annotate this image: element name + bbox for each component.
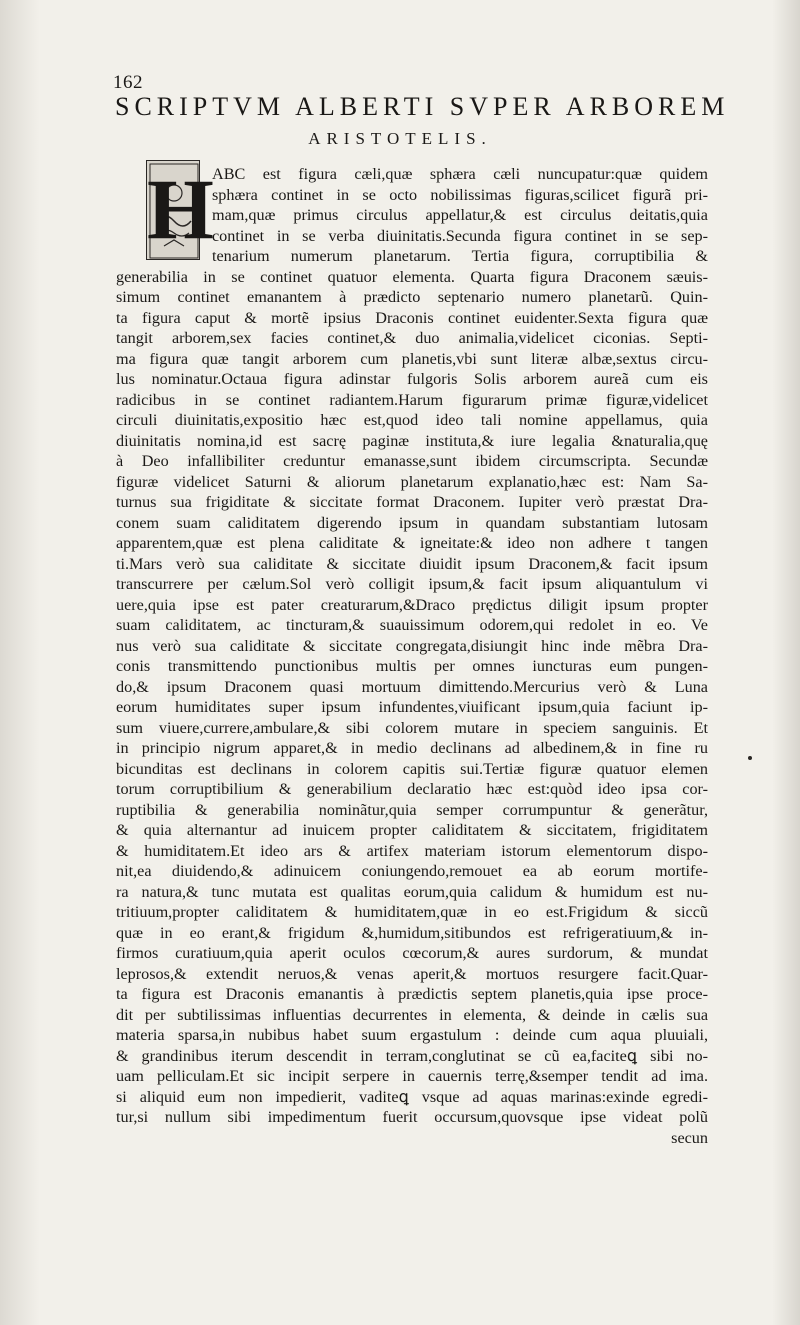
text-line: torum corruptibilium & generabilium declaratio hæc est:quòd ideo ipsa cor-: [116, 780, 708, 798]
text-line: uam pelliculam.Et sic incipit serpere in cauernis terrę,&semper tendit ad ima.: [116, 1067, 708, 1085]
text-line: firmos curatiuum,quia aperit oculos cœcorum,& aures surdorum, & mundat: [116, 944, 708, 962]
text-line: tritiuum,propter caliditatem & humiditatem,quæ in eo est.Frigidum & siccũ: [116, 903, 708, 921]
margin-mark: [748, 756, 752, 760]
text-line: conis transmittendo punctionibus multis per omnes iuncturas eum pungen-: [116, 657, 708, 675]
text-line: generabilia in se continet quatuor elementa. Quarta figura Draconem sæuis-: [116, 267, 708, 286]
text-line: radicibus in se continet radiantem.Harum figurarum primæ figuræ,videlicet: [116, 390, 708, 409]
text-line: lus nominatur.Octaua figura adinstar fulgoris Solis arborem aureã cum eis: [116, 370, 708, 388]
text-line: mam,quæ primus circulus appellatur,& est circulus deitatis,quia: [212, 206, 708, 224]
text-line: tangit arborem,sex facies continet,& duo animalia,videlicet ciconias. Septi-: [116, 329, 708, 347]
text-line: & quia alternantur ad inuicem propter caliditatem & siccitatem, frigiditatem: [116, 821, 708, 839]
text-line: continet in se verba diuinitatis.Secunda figura continet in se sep-: [212, 226, 708, 245]
text-line: in principio nigrum apparet,& in medio declinans ad albedinem,& in fine ru: [116, 739, 708, 757]
text-line: materia sparsa,in nubibus habet suum ergastulum : deinde cum aqua pluuiali,: [116, 1026, 708, 1044]
text-line: turnus sua frigiditate & siccitate format Draconem. Iupiter verò præstat Dra-: [116, 493, 708, 511]
text-line: leprosos,& extendit neruos,& venas aperit,& mortuos resurgere facit.Quar-: [116, 964, 708, 983]
text-line: nit,ea diuidendo,& adinuicem coniungendo,remouet ea ab eorum mortife-: [116, 862, 708, 880]
text-line: suam caliditatem, ac tincturam,& suauissimum odorem,qui redolet in eo. Ve: [116, 616, 708, 634]
text-line: conem suam caliditatem digerendo ipsum in quandam substantiam lutosam: [116, 513, 708, 532]
page-number: 162: [113, 72, 143, 93]
text-line: ta figura caput & mortẽ ipsius Draconis continet euidenter.Sexta figura quæ: [116, 308, 708, 327]
text-line: & humiditatem.Et ideo ars & artifex materiam istorum elementorum dispo-: [116, 841, 708, 860]
text-line: bicunditas est declinans in colorem capitis sui.Tertiæ figuræ quatuor elemen: [116, 759, 708, 778]
text-line: & grandinibus iterum descendit in terram,conglutinat se cũ ea,faciteꝗ sibi no-: [116, 1046, 708, 1065]
running-title: SCRIPTVM ALBERTI SVPER ARBOREM: [115, 92, 730, 121]
text-line: ABC est figura cæli,quæ sphæra cæli nuncupatur:quæ quidem: [212, 165, 708, 183]
page-edge-shadow: [772, 0, 800, 1325]
text-line: ra natura,& tunc mutata est qualitas eorum,quia calidum & humidum est nu-: [116, 882, 708, 901]
text-line: do,& ipsum Draconem quasi mortuum dimittendo.Mercurius verò & Luna: [116, 677, 708, 696]
text-line: ma figura quæ tangit arborem cum planetis,vbi sunt literæ albæ,sextus circu-: [116, 349, 708, 368]
text-line: simum continet emanantem à prædicto septenario numero planetarũ. Quin-: [116, 288, 708, 306]
text-line: tur,si nullum sibi impedimentum fuerit occursum,quovsque ipse videat polũ: [116, 1108, 708, 1126]
initial-letter: H: [147, 161, 214, 257]
text-line: figuræ videlicet Saturni & aliorum planetarum explanatio,hæc est: Nam Sa-: [116, 472, 708, 491]
text-line: apparentem,quæ est plena caliditate & igneitate:& ideo non adhere t tangen: [116, 534, 708, 552]
text-line: dit per subtilissimas influentias decurrentes in elementa, & deinde in cælis sua: [116, 1005, 708, 1024]
catchword: secun: [671, 1128, 708, 1147]
text-line: uere,quia ipse est pater creaturarum,&Draco prędictus diligit ipsum propter: [116, 595, 708, 614]
text-line: sum viuere,currere,ambulare,& sibi colorem mutare in speciem sanguinis. Et: [116, 718, 708, 737]
text-line: nus verò sua caliditate & siccitate congregata,disiungit hinc inde mẽbra Dra-: [116, 636, 708, 655]
text-line: quæ in eo erant,& frigidum &,humidum,sitibundos est refrigeratiuum,& in-: [116, 923, 708, 942]
text-line: tenarium numerum planetarum. Tertia figura, corruptibilia &: [212, 247, 708, 265]
text-line: transcurrere per cælum.Sol verò colligit ipsum,& facit ipsum aliquantulum vi: [116, 575, 708, 593]
text-line: ti.Mars verò sua caliditate & siccitate diuidit ipsum Draconem,& facit ipsum: [116, 554, 708, 573]
subtitle: ARISTOTELIS.: [308, 129, 492, 148]
text-line: ta figura est Draconis emanantis à prædictis septem planetis,quia ipse proce-: [116, 985, 708, 1003]
text-line: diuinitatis nomina,id est sacrę paginæ instituta,& iure legalia &naturalia,quę: [116, 431, 708, 450]
text-line: à Deo infallibiliter creduntur emanasse,sunt ibidem circumscripta. Secundæ: [116, 452, 708, 470]
body-text: [116, 161, 708, 1148]
text-line: circuli diuinitatis,expositio hæc est,quod ideo tali nomine appellamus, quia: [116, 411, 708, 429]
text-line: eorum humiditates super ipsum infundentes,viuificant ipsum,quia faciunt ip-: [116, 698, 708, 716]
text-line: ruptibilia & generabilia nominãtur,quia semper corrumpuntur & generãtur,: [116, 800, 708, 819]
page-gutter-shadow: [0, 0, 40, 1325]
text-line: sphæra continet in se octo nobilissimas figuras,scilicet figurã pri-: [212, 185, 708, 204]
text-line: si aliquid eum non impedierit, vaditeꝗ vsque ad aquas marinas:exinde egredi-: [116, 1087, 708, 1106]
